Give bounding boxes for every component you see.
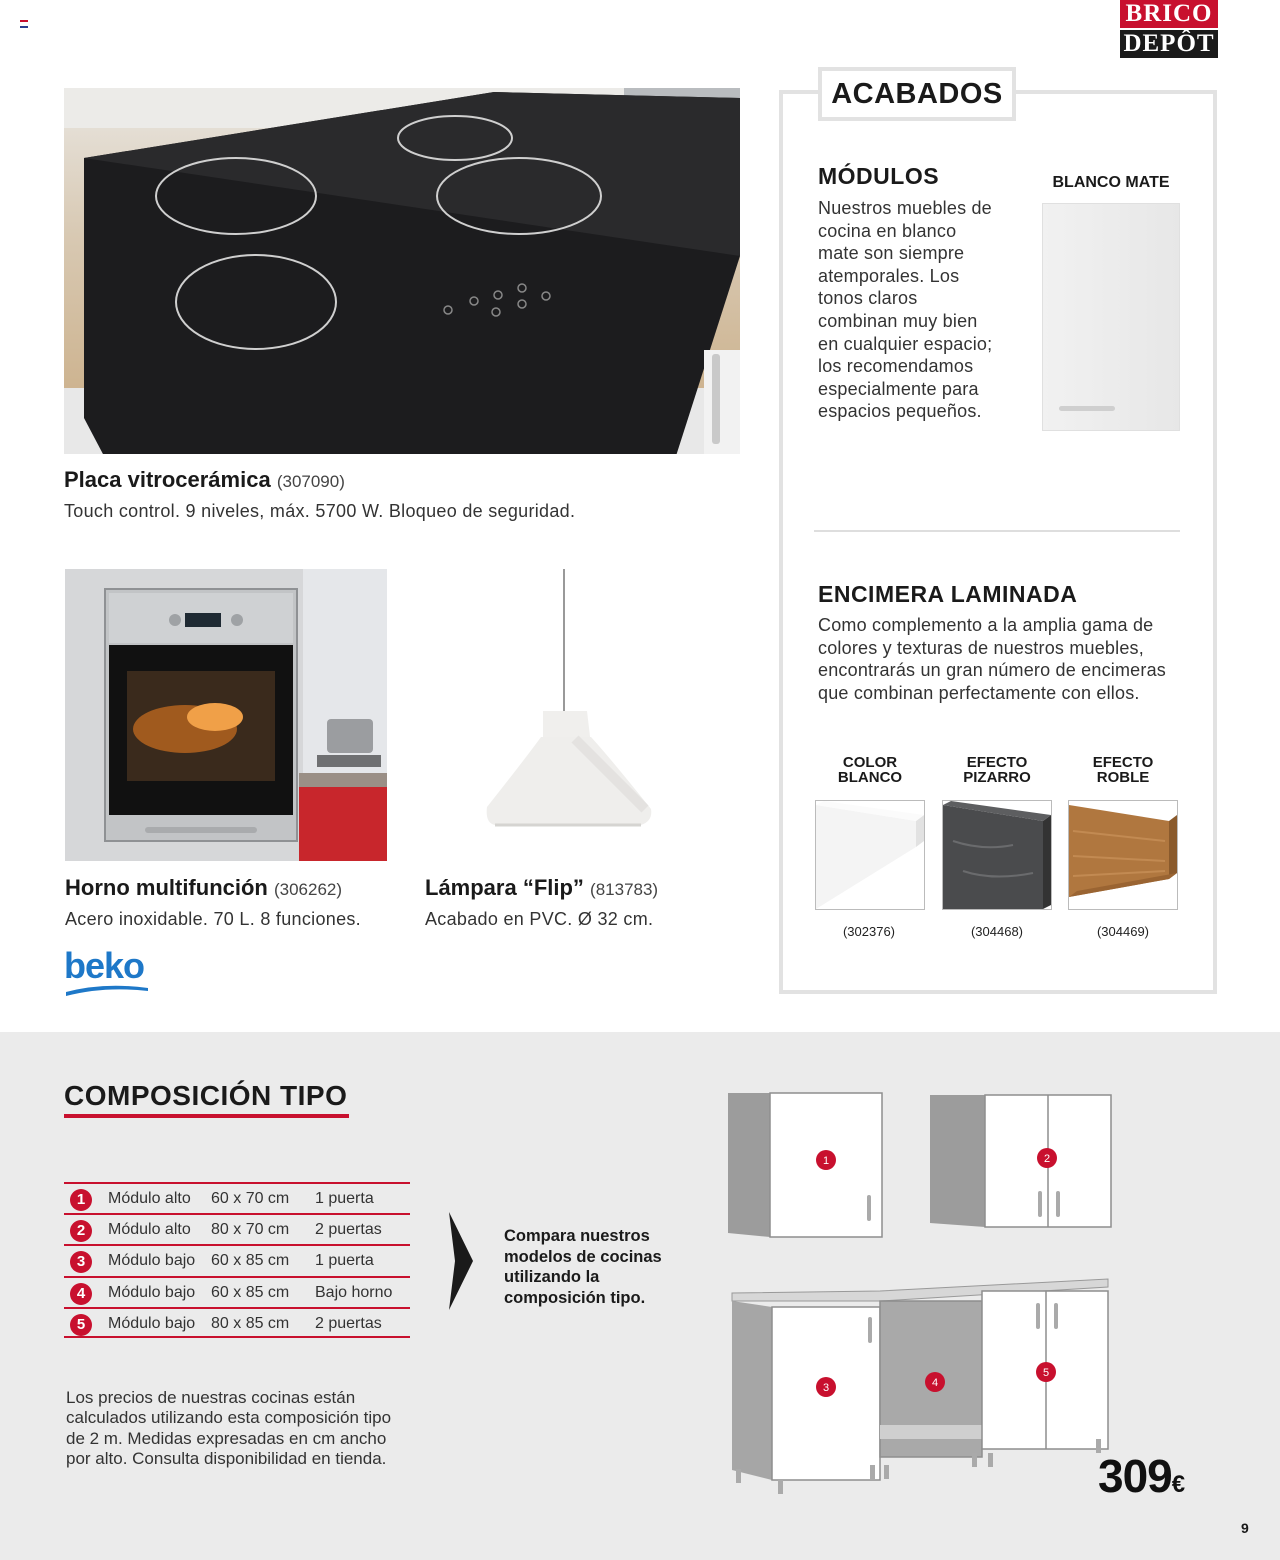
price-currency: € (1171, 1471, 1185, 1498)
oven-code: (306262) (273, 880, 343, 899)
page-number: 9 (1241, 1520, 1249, 1536)
row-number-badge: 4 (70, 1283, 92, 1305)
row-detail: 1 puerta (315, 1190, 374, 1207)
swatch-code-pizarro: (304468) (970, 924, 1024, 939)
composition-title-underline (64, 1114, 349, 1118)
diagram-badge-4: 4 (931, 1377, 939, 1389)
brico-depot-logo[interactable] (1120, 0, 1218, 58)
diagram-badge-3: 3 (822, 1382, 830, 1394)
swatch-efecto-roble (1068, 800, 1178, 910)
chevron-right-icon (449, 1212, 473, 1310)
oven-description: Acero inoxidable. 70 L. 8 funciones. (65, 909, 361, 929)
lamp-image (425, 569, 725, 861)
hob-image (64, 88, 740, 454)
swatch-label-line: EFECTO (1092, 754, 1154, 771)
row-module: Módulo alto (108, 1221, 191, 1239)
hob-title (64, 467, 345, 493)
blanco-mate-swatch (1042, 203, 1180, 431)
row-module: Módulo bajo (108, 1283, 196, 1301)
row-number-badge: 5 (70, 1314, 92, 1336)
oven-title (65, 875, 342, 901)
modules-text: Nuestros muebles de cocina en blanco mate son siempre atemporales. Los tonos claros combinan muy bien en cualquier espacio; los recomendamos especialmente para espacios pequeños. (818, 198, 993, 422)
swatch-label-pizarro (942, 755, 1052, 785)
beko-logo-text: beko (64, 945, 145, 986)
oven-image (65, 569, 387, 861)
row-size: 60 x 85 cm (211, 1283, 290, 1301)
row-detail: Bajo horno (315, 1283, 393, 1301)
price-value: 309 (1098, 1450, 1172, 1502)
table-row (64, 1307, 410, 1338)
logo-bottom-text: DEPÔT (1120, 30, 1218, 58)
swatch-efecto-pizarro (942, 800, 1052, 910)
composition-table (64, 1182, 410, 1338)
countertop-text: Como complemento a la amplia gama de colores y texturas de nuestros muebles, encontrarás un gran número de encimeras que combinan perfectamente con ellos. (818, 615, 1166, 703)
modules-title: MÓDULOS (818, 163, 940, 189)
row-module: Módulo alto (108, 1190, 191, 1207)
table-row (64, 1244, 410, 1275)
panel-divider (814, 530, 1180, 532)
row-size: 80 x 70 cm (211, 1221, 290, 1239)
countertop-title: ENCIMERA LAMINADA (818, 581, 1078, 607)
swatch-label-line: PIZARRO (963, 769, 1031, 786)
lamp-code: (813783) (590, 880, 659, 899)
composition-note: Los precios de nuestras cocinas están calculados utilizando esta composición tipo de 2 m. Medidas expresadas en cm ancho por alto. Consulta disponibilidad en tienda. (66, 1388, 392, 1469)
price (1098, 1449, 1184, 1503)
swatch-color-blanco (815, 800, 925, 910)
logo-top-text: BRICO (1120, 0, 1218, 28)
row-size: 60 x 85 cm (211, 1252, 290, 1270)
composition-title: COMPOSICIÓN TIPO (64, 1080, 348, 1111)
compare-text: Compara nuestros modelos de cocinas utilizando la composición tipo. (504, 1227, 662, 1307)
door-handle-icon (1059, 406, 1115, 411)
row-module: Módulo bajo (108, 1252, 196, 1270)
composition-diagram (720, 1085, 1120, 1495)
lamp-title-text: Lámpara “Flip” (425, 875, 584, 900)
diagram-badge-5: 5 (1042, 1367, 1050, 1379)
lamp-description: Acabado en PVC. Ø 32 cm. (425, 909, 654, 929)
diagram-badge-1: 1 (822, 1155, 830, 1167)
hob-code: (307090) (276, 472, 345, 491)
swatch-code-roble: (304469) (1096, 924, 1150, 939)
finishes-tab-label: ACABADOS (818, 67, 1016, 121)
row-detail: 2 puertas (315, 1221, 382, 1239)
table-row (64, 1182, 410, 1213)
table-row (64, 1276, 410, 1307)
swatch-label-line: ROBLE (1096, 769, 1150, 786)
swatch-label-line: COLOR (842, 754, 898, 771)
swatch-code-blanco: (302376) (842, 924, 896, 939)
oven-title-text: Horno multifunción (65, 875, 268, 900)
swatch-label-line: BLANCO (837, 769, 903, 786)
swatch-label-blanco (815, 755, 925, 785)
row-number-badge: 2 (70, 1220, 92, 1242)
row-size: 80 x 85 cm (211, 1314, 290, 1332)
diagram-badge-2: 2 (1043, 1153, 1051, 1165)
flag-icon (20, 20, 28, 27)
swatch-label-roble (1068, 755, 1178, 785)
table-row (64, 1213, 410, 1244)
row-number-badge: 3 (70, 1251, 92, 1273)
beko-logo (64, 946, 154, 998)
hob-description: Touch control. 9 niveles, máx. 5700 W. Bloqueo de seguridad. (64, 501, 576, 521)
swatch-label-line: EFECTO (966, 754, 1028, 771)
row-detail: 2 puertas (315, 1314, 382, 1332)
row-module: Módulo bajo (108, 1314, 196, 1332)
lamp-title (425, 875, 658, 901)
row-size: 60 x 70 cm (211, 1190, 290, 1207)
hob-title-text: Placa vitrocerámica (64, 467, 271, 492)
row-detail: 1 puerta (315, 1252, 374, 1270)
row-number-badge: 1 (70, 1189, 92, 1211)
blanco-mate-label: BLANCO MATE (1052, 174, 1170, 191)
